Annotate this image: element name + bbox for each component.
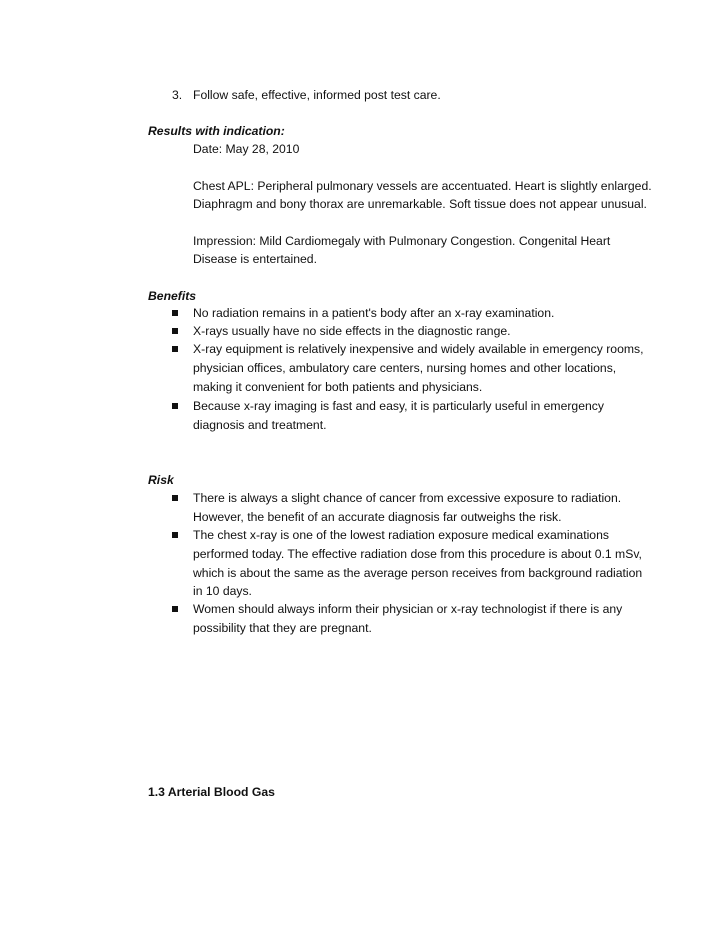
bullet-icon	[172, 606, 178, 612]
list-item-line: Because x-ray imaging is fast and easy, it is particularly useful in emergency	[193, 399, 604, 413]
list-item-line: diagnosis and treatment.	[193, 418, 327, 432]
impression-line-1: Impression: Mild Cardiomegaly with Pulmonary Congestion. Congenital Heart	[193, 234, 611, 248]
list-number: 3.	[172, 88, 183, 102]
impression-line-2: Disease is entertained.	[193, 252, 317, 266]
risk-heading: Risk	[148, 473, 174, 487]
list-item-line: However, the benefit of an accurate diagnosis far outweighs the risk.	[193, 510, 562, 524]
chest-finding-line-1: Chest APL: Peripheral pulmonary vessels are accentuated. Heart is slightly enlarged.	[193, 179, 652, 193]
list-item-line: The chest x-ray is one of the lowest radiation exposure medical examinations	[193, 528, 609, 542]
benefits-heading: Benefits	[148, 289, 197, 303]
results-date: Date: May 28, 2010	[193, 142, 300, 156]
list-item-line: which is about the same as the average person receives from background radiation	[193, 566, 643, 580]
bullet-icon	[172, 346, 178, 352]
list-item-line: X-rays usually have no side effects in the diagnostic range.	[193, 324, 511, 338]
list-item-line: making it convenient for both patients and physicians.	[193, 380, 483, 394]
list-item-line: performed today. The effective radiation dose from this procedure is about 0.1 mSv,	[193, 547, 642, 561]
chest-finding-line-2: Diaphragm and bony thorax are unremarkable. Soft tissue does not appear unusual.	[193, 197, 647, 211]
list-item-line: X-ray equipment is relatively inexpensive and widely available in emergency rooms,	[193, 342, 644, 356]
list-item-line: There is always a slight chance of cancer from excessive exposure to radiation.	[193, 491, 622, 505]
bullet-icon	[172, 495, 178, 501]
results-heading: Results with indication:	[148, 124, 285, 138]
bullet-icon	[172, 403, 178, 409]
list-item-line: No radiation remains in a patient's body after an x-ray examination.	[193, 306, 555, 320]
bullet-icon	[172, 532, 178, 538]
list-item-line: possibility that they are pregnant.	[193, 621, 372, 635]
bullet-icon	[172, 310, 178, 316]
section-heading: 1.3 Arterial Blood Gas	[148, 785, 275, 799]
list-item-line: in 10 days.	[193, 584, 252, 598]
list-item-line: Women should always inform their physician or x-ray technologist if there is any	[193, 602, 623, 616]
bullet-icon	[172, 328, 178, 334]
list-item-line: physician offices, ambulatory care centers, nursing homes and other locations,	[193, 361, 617, 375]
list-item-text: Follow safe, effective, informed post test care.	[193, 88, 441, 102]
